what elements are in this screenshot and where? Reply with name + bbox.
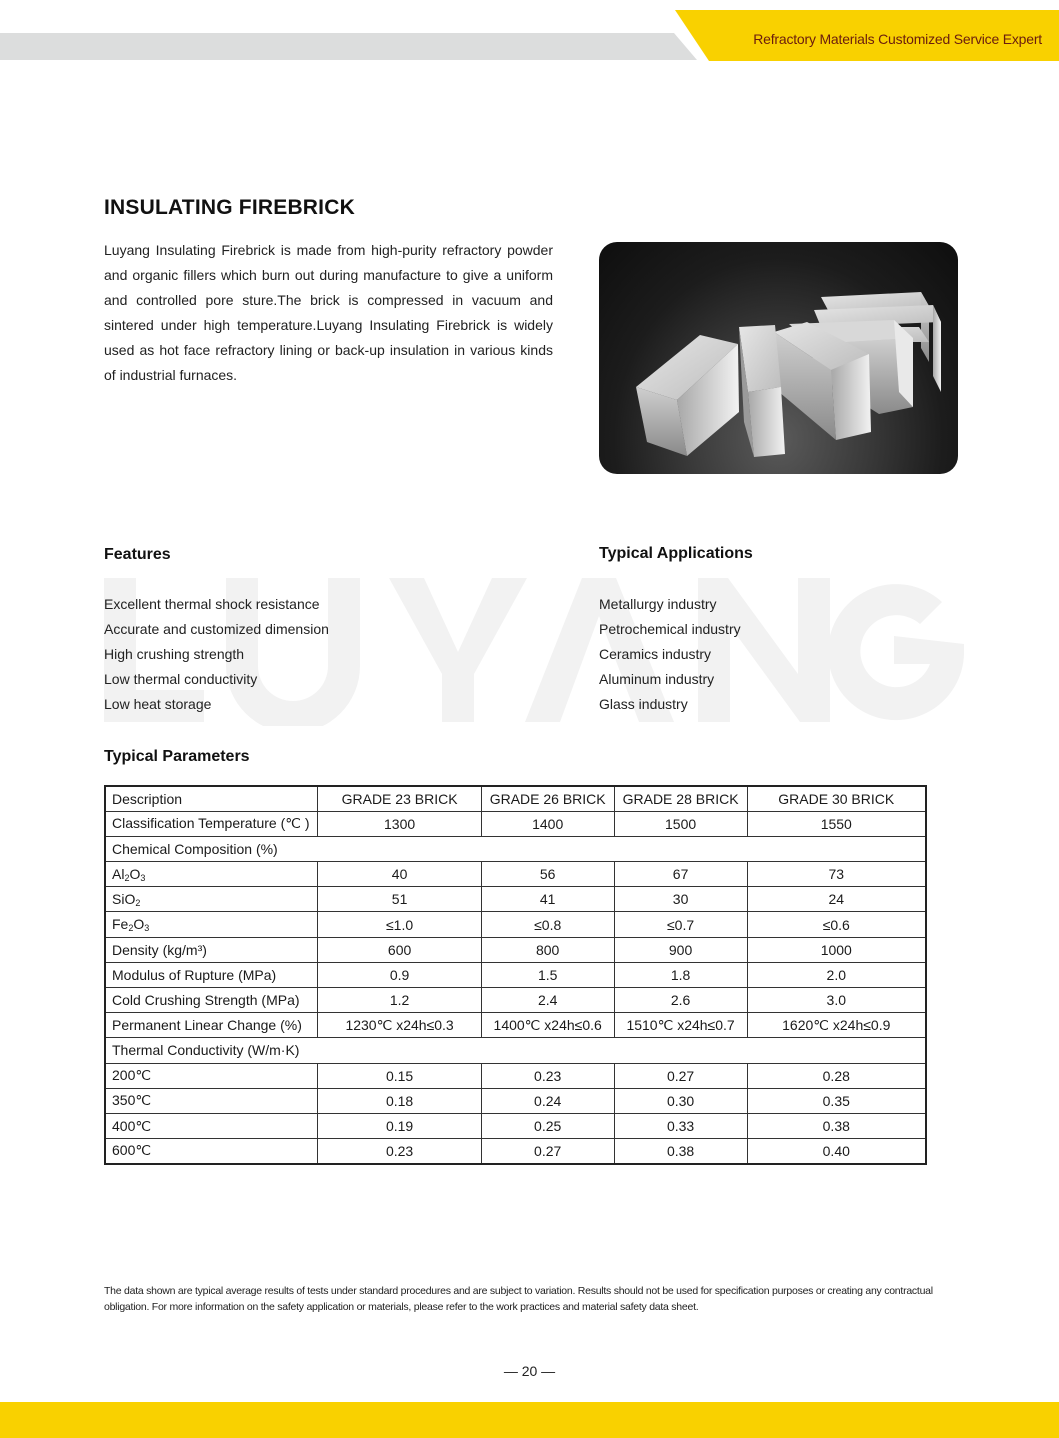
cell: 24	[747, 887, 926, 912]
cell: 0.19	[318, 1113, 481, 1138]
table-row	[105, 887, 926, 912]
cell: 0.27	[481, 1139, 614, 1164]
table-row	[105, 1113, 926, 1138]
application-item: Metallurgy industry	[599, 596, 717, 612]
cell: 1400	[481, 811, 614, 836]
features-heading: Features	[104, 546, 171, 563]
header-gray-bar	[0, 33, 697, 60]
feature-item: Accurate and customized dimension	[104, 621, 329, 637]
cell: 67	[614, 862, 747, 887]
cell: ≤1.0	[318, 912, 481, 937]
section-label: Chemical Composition (%)	[105, 836, 926, 861]
cell: 73	[747, 862, 926, 887]
cell: 1620℃ x24h≤0.9	[747, 1013, 926, 1038]
cell: 0.15	[318, 1063, 481, 1088]
cell: ≤0.6	[747, 912, 926, 937]
cell: 1.2	[318, 988, 481, 1013]
cell: 1000	[747, 937, 926, 962]
product-photo	[599, 242, 958, 474]
table-row	[105, 811, 926, 836]
cell: 41	[481, 887, 614, 912]
cell: 1510℃ x24h≤0.7	[614, 1013, 747, 1038]
cell: 51	[318, 887, 481, 912]
applications-heading: Typical Applications	[599, 545, 753, 562]
table-row	[105, 962, 926, 987]
cell: 3.0	[747, 988, 926, 1013]
row-label: Density (kg/m³)	[105, 937, 318, 962]
table-row	[105, 937, 926, 962]
row-label: Cold Crushing Strength (MPa)	[105, 988, 318, 1013]
intro-paragraph: Luyang Insulating Firebrick is made from high-purity refractory powder and organic fillers which burn out during manufacture to give a uniform and controlled pore sture.The brick is compressed in vacuum and sintered under high temperature.Luyang Insulating Firebrick is widely used as hot face refractory lining or back-up insulation in various kinds of industrial furnaces.	[104, 242, 553, 383]
cell: 30	[614, 887, 747, 912]
cell: 600	[318, 937, 481, 962]
table-section-row	[105, 1038, 926, 1063]
cell: 0.38	[747, 1113, 926, 1138]
footer-yellow-bar	[0, 1402, 1059, 1438]
column-header: GRADE 30 BRICK	[747, 786, 926, 811]
cell: 0.25	[481, 1113, 614, 1138]
cell: 0.24	[481, 1088, 614, 1113]
application-item: Petrochemical industry	[599, 621, 741, 637]
cell: 1230℃ x24h≤0.3	[318, 1013, 481, 1038]
cell: 0.33	[614, 1113, 747, 1138]
cell: 2.6	[614, 988, 747, 1013]
header-tagline: Refractory Materials Customized Service Expert	[753, 31, 1042, 47]
cell: ≤0.8	[481, 912, 614, 937]
cell: 1400℃ x24h≤0.6	[481, 1013, 614, 1038]
cell: 1550	[747, 811, 926, 836]
feature-item: Low heat storage	[104, 696, 212, 712]
cell: 0.28	[747, 1063, 926, 1088]
table-row	[105, 988, 926, 1013]
feature-item: Low thermal conductivity	[104, 671, 258, 687]
parameters-table	[104, 785, 927, 1165]
cell: 0.35	[747, 1088, 926, 1113]
cell: ≤0.7	[614, 912, 747, 937]
page-title: INSULATING FIREBRICK	[104, 196, 355, 219]
row-label: 200℃	[105, 1063, 318, 1088]
section-label: Thermal Conductivity (W/m·K)	[105, 1038, 926, 1063]
table-header-row	[105, 786, 926, 811]
features-list	[104, 592, 329, 717]
parameters-heading: Typical Parameters	[104, 748, 250, 765]
row-label: 400℃	[105, 1113, 318, 1138]
row-label: Permanent Linear Change (%)	[105, 1013, 318, 1038]
row-label: SiO$_2$	[105, 887, 318, 912]
firebricks-illustration	[599, 242, 958, 474]
cell: 1500	[614, 811, 747, 836]
cell: 0.23	[318, 1139, 481, 1164]
page-number: — 20 —	[503, 1363, 556, 1379]
cell: 1300	[318, 811, 481, 836]
row-label: 600℃	[105, 1139, 318, 1164]
cell: 0.30	[614, 1088, 747, 1113]
feature-item: High crushing strength	[104, 646, 245, 662]
cell: 0.9	[318, 962, 481, 987]
disclaimer-text: The data shown are typical average results of tests under standard procedures and are subject to variation. Results should not be used for specification purposes or creating any contractual obligation. For more information on the safety application or materials, please refer to the work practices and material safety data sheet.	[104, 1285, 933, 1313]
table-row	[105, 1088, 926, 1113]
application-item: Glass industry	[599, 696, 688, 712]
cell: 2.0	[747, 962, 926, 987]
row-label: Classification Temperature (℃ )	[105, 811, 318, 836]
row-label: $Al_2O_3$	[105, 862, 318, 887]
table-row	[105, 862, 926, 887]
cell: 40	[318, 862, 481, 887]
cell: 2.4	[481, 988, 614, 1013]
table-row	[105, 1139, 926, 1164]
feature-item: Excellent thermal shock resistance	[104, 596, 320, 612]
row-label: $Fe_2O_3$	[105, 912, 318, 937]
cell: 0.40	[747, 1139, 926, 1164]
cell: 800	[481, 937, 614, 962]
row-label: Modulus of Rupture (MPa)	[105, 962, 318, 987]
cell: 0.27	[614, 1063, 747, 1088]
table-row	[105, 912, 926, 937]
table-row	[105, 1013, 926, 1038]
application-item: Aluminum industry	[599, 671, 715, 687]
cell: 0.18	[318, 1088, 481, 1113]
cell: 56	[481, 862, 614, 887]
cell: 1.5	[481, 962, 614, 987]
table-row	[105, 1063, 926, 1088]
column-header: Description	[105, 786, 318, 811]
column-header: GRADE 26 BRICK	[481, 786, 614, 811]
cell: 0.38	[614, 1139, 747, 1164]
cell: 900	[614, 937, 747, 962]
applications-list	[599, 592, 741, 717]
application-item: Ceramics industry	[599, 646, 712, 662]
table-section-row	[105, 836, 926, 861]
row-label: 350℃	[105, 1088, 318, 1113]
column-header: GRADE 28 BRICK	[614, 786, 747, 811]
column-header: GRADE 23 BRICK	[318, 786, 481, 811]
cell: 0.23	[481, 1063, 614, 1088]
cell: 1.8	[614, 962, 747, 987]
